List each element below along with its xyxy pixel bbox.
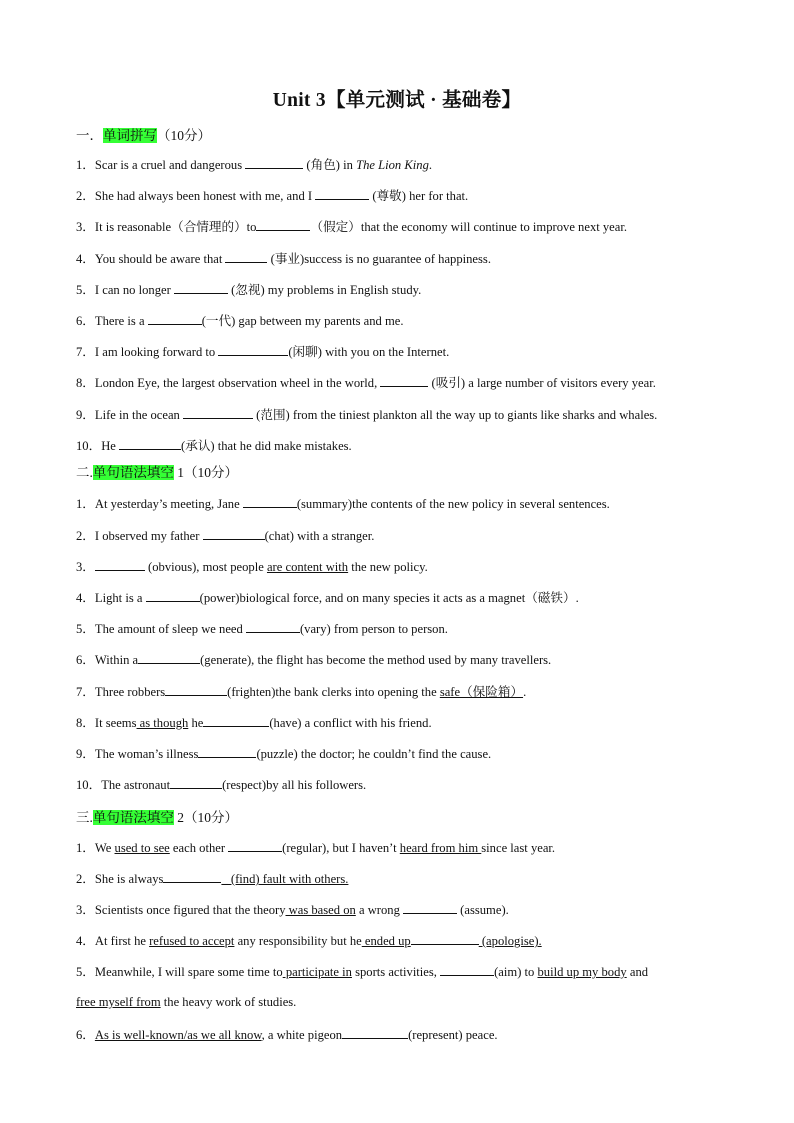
p1-item-9: 9．Life in the ocean (范围) from the tiniest plankton all the way up to giants like sharks and whales. — [76, 405, 657, 424]
answer-blank[interactable] — [245, 155, 303, 169]
p2-item-4: 4．Light is a (power)biological force, and on many species it acts as a magnet（磁铁）. — [76, 588, 579, 607]
answer-blank[interactable] — [138, 650, 200, 664]
p1-item-3: 3．It is reasonable（合情理的）to （假定）that the economy will continue to improve next year. — [76, 217, 627, 236]
answer-blank[interactable] — [315, 186, 369, 200]
answer-blank[interactable] — [380, 373, 428, 387]
p2-item-7: 7．Three robbers (frighten)the bank clerks into opening the safe（保险箱）. — [76, 682, 526, 701]
answer-blank[interactable] — [411, 931, 479, 945]
p1-item-1: 1．Scar is a cruel and dangerous (角色) in The Lion King. — [76, 155, 432, 174]
answer-blank[interactable] — [174, 280, 228, 294]
section-1-highlight: 单词拼写 — [103, 128, 157, 143]
p1-item-7: 7．I am looking forward to (闲聊) with you on the Internet. — [76, 342, 449, 361]
section-3-heading — [76, 806, 238, 826]
p3-item-3: 3．Scientists once figured that the theory was based on a wrong (assume). — [76, 900, 509, 919]
answer-blank[interactable] — [165, 682, 227, 696]
section-3-suffix: 2（10分） — [173, 810, 238, 825]
p1-item-6: 6．There is a (一代) gap between my parents and me. — [76, 311, 404, 330]
section-2-heading — [76, 461, 238, 481]
answer-blank[interactable] — [440, 962, 494, 976]
answer-blank[interactable] — [148, 311, 202, 325]
p2-item-9: 9．The woman’s illness (puzzle) the doctor; he couldn’t find the cause. — [76, 744, 491, 763]
section-1-prefix: 一． — [76, 128, 103, 143]
p2-item-10: 10．The astronaut (respect)by all his followers. — [76, 775, 366, 794]
answer-blank[interactable] — [246, 619, 300, 633]
p1-item-8: 8．London Eye, the largest observation wheel in the world, (吸引) a large number of visitors every year. — [76, 373, 656, 392]
section-2-prefix: 二. — [76, 465, 93, 480]
answer-blank[interactable] — [95, 557, 145, 571]
p2-item-3: 3． (obvious), most people are content with the new policy. — [76, 557, 428, 576]
answer-blank[interactable] — [342, 1025, 408, 1039]
p3-item-5: 5．Meanwhile, I will spare some time to participate in sports activities, (aim) to build up my body and — [76, 962, 648, 981]
answer-blank[interactable] — [203, 713, 269, 727]
answer-blank[interactable] — [243, 494, 297, 508]
answer-blank[interactable] — [198, 744, 256, 758]
answer-blank[interactable] — [170, 775, 222, 789]
answer-blank[interactable] — [146, 588, 200, 602]
section-2-suffix: 1（10分） — [173, 465, 238, 480]
p3-item-4: 4．At first he refused to accept any responsibility but he ended up (apologise). — [76, 931, 542, 950]
p3-item-2: 2．She is always _ (find) fault with others. — [76, 869, 348, 888]
p3-item-1: 1．We used to see each other (regular), but I haven’t heard from him since last year. — [76, 838, 555, 857]
section-1-heading — [76, 124, 211, 144]
answer-blank[interactable] — [403, 900, 457, 914]
answer-blank[interactable] — [163, 869, 221, 883]
p1-item-2: 2．She had always been honest with me, and I (尊敬) her for that. — [76, 186, 468, 205]
section-1-suffix: （10分） — [157, 128, 211, 143]
p2-item-6: 6．Within a (generate), the flight has become the method used by many travellers. — [76, 650, 551, 669]
section-2-highlight: 单句语法填空 — [92, 465, 174, 480]
p3-item-5-continued: free myself from the heavy work of studies. — [76, 995, 297, 1009]
p1-item-5: 5．I can no longer (忽视) my problems in English study. — [76, 280, 421, 299]
page-title: Unit 3【单元测试 · 基础卷】 — [272, 90, 522, 111]
p2-item-5: 5．The amount of sleep we need (vary) from person to person. — [76, 619, 448, 638]
answer-blank[interactable] — [203, 526, 265, 540]
answer-blank[interactable] — [228, 838, 282, 852]
answer-blank[interactable] — [119, 436, 181, 450]
p3-item-6: 6．As is well-known/as we all know, a white pigeon (represent) peace. — [76, 1025, 498, 1044]
section-3-prefix: 三. — [76, 810, 93, 825]
p1-item-4: 4．You should be aware that (事业)success is no guarantee of happiness. — [76, 249, 491, 268]
p2-item-1: 1．At yesterday’s meeting, Jane (summary)the contents of the new policy in several sentences. — [76, 494, 610, 513]
p2-item-2: 2．I observed my father (chat) with a stranger. — [76, 526, 374, 545]
answer-blank[interactable] — [218, 342, 288, 356]
answer-blank[interactable] — [183, 405, 253, 419]
answer-blank[interactable] — [225, 249, 267, 263]
answer-blank[interactable] — [256, 217, 310, 231]
p1-item-10: 10．He (承认) that he did make mistakes. — [76, 436, 352, 455]
section-3-highlight: 单句语法填空 — [92, 810, 174, 825]
p2-item-8: 8．It seems as though he (have) a conflict with his friend. — [76, 713, 432, 732]
